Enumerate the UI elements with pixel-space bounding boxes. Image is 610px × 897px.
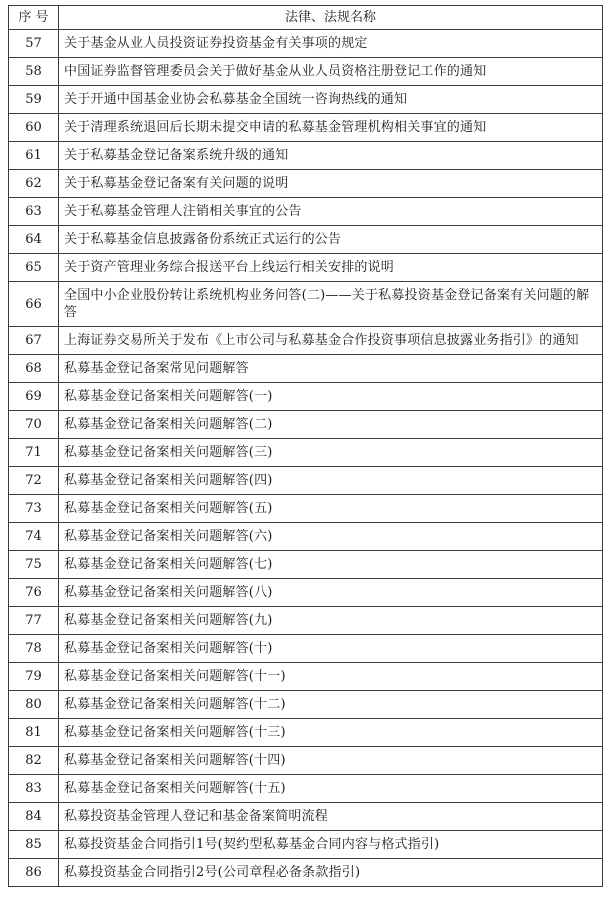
regulation-name: 中国证券监督管理委员会关于做好基金从业人员资格注册登记工作的通知 xyxy=(59,58,603,86)
row-number: 76 xyxy=(9,579,59,607)
row-number: 62 xyxy=(9,170,59,198)
row-number: 71 xyxy=(9,439,59,467)
table-row xyxy=(9,803,603,831)
table-row xyxy=(9,355,603,383)
table-row xyxy=(9,383,603,411)
table-row xyxy=(9,198,603,226)
regulation-name: 关于资产管理业务综合报送平台上线运行相关安排的说明 xyxy=(59,254,603,282)
regulation-name: 关于开通中国基金业协会私募基金全国统一咨询热线的通知 xyxy=(59,86,603,114)
table-row xyxy=(9,691,603,719)
table-row xyxy=(9,607,603,635)
table-row xyxy=(9,859,603,887)
table-header-row xyxy=(9,6,603,30)
table-row xyxy=(9,635,603,663)
row-number: 83 xyxy=(9,775,59,803)
row-number: 59 xyxy=(9,86,59,114)
table-row xyxy=(9,719,603,747)
table-row xyxy=(9,467,603,495)
row-number: 80 xyxy=(9,691,59,719)
table-row xyxy=(9,226,603,254)
row-number: 75 xyxy=(9,551,59,579)
table-row xyxy=(9,282,603,327)
row-number: 61 xyxy=(9,142,59,170)
regulation-name: 关于私募基金登记备案系统升级的通知 xyxy=(59,142,603,170)
table-row xyxy=(9,411,603,439)
regulation-name: 私募基金登记备案相关问题解答(三) xyxy=(59,439,603,467)
row-number: 58 xyxy=(9,58,59,86)
regulation-name: 关于私募基金登记备案有关问题的说明 xyxy=(59,170,603,198)
table-row xyxy=(9,439,603,467)
table-row xyxy=(9,86,603,114)
table-row xyxy=(9,142,603,170)
table-row xyxy=(9,663,603,691)
table-row xyxy=(9,170,603,198)
regulation-name: 私募基金登记备案相关问题解答(十二) xyxy=(59,691,603,719)
row-number: 85 xyxy=(9,831,59,859)
regulation-name: 私募基金登记备案常见问题解答 xyxy=(59,355,603,383)
row-number: 81 xyxy=(9,719,59,747)
row-number: 64 xyxy=(9,226,59,254)
row-number: 66 xyxy=(9,282,59,327)
regulation-name: 关于私募基金信息披露备份系统正式运行的公告 xyxy=(59,226,603,254)
row-number: 57 xyxy=(9,30,59,58)
regulation-name: 私募基金登记备案相关问题解答(六) xyxy=(59,523,603,551)
regulation-name: 私募基金登记备案相关问题解答(九) xyxy=(59,607,603,635)
table-row xyxy=(9,495,603,523)
row-number: 77 xyxy=(9,607,59,635)
regulation-name: 关于清理系统退回后长期未提交申请的私募基金管理机构相关事宜的通知 xyxy=(59,114,603,142)
regulation-name: 上海证券交易所关于发布《上市公司与私募基金合作投资事项信息披露业务指引》的通知 xyxy=(59,327,603,355)
header-number: 序 号 xyxy=(9,6,59,30)
regulation-name: 私募基金登记备案相关问题解答(二) xyxy=(59,411,603,439)
regulation-name: 私募投资基金合同指引2号(公司章程必备条款指引) xyxy=(59,859,603,887)
regulation-name: 私募基金登记备案相关问题解答(四) xyxy=(59,467,603,495)
table-row xyxy=(9,831,603,859)
regulation-name: 私募基金登记备案相关问题解答(八) xyxy=(59,579,603,607)
row-number: 70 xyxy=(9,411,59,439)
row-number: 72 xyxy=(9,467,59,495)
table-body xyxy=(9,30,603,887)
row-number: 82 xyxy=(9,747,59,775)
table-row xyxy=(9,551,603,579)
table-row xyxy=(9,114,603,142)
table-row xyxy=(9,327,603,355)
table-row xyxy=(9,254,603,282)
row-number: 68 xyxy=(9,355,59,383)
regulation-name: 私募投资基金合同指引1号(契约型私募基金合同内容与格式指引) xyxy=(59,831,603,859)
table-row xyxy=(9,747,603,775)
row-number: 69 xyxy=(9,383,59,411)
regulation-name: 关于基金从业人员投资证券投资基金有关事项的规定 xyxy=(59,30,603,58)
regulation-name: 私募基金登记备案相关问题解答(十五) xyxy=(59,775,603,803)
row-number: 60 xyxy=(9,114,59,142)
regulation-name: 私募基金登记备案相关问题解答(十三) xyxy=(59,719,603,747)
table-row xyxy=(9,58,603,86)
regulation-name: 私募投资基金管理人登记和基金备案简明流程 xyxy=(59,803,603,831)
row-number: 86 xyxy=(9,859,59,887)
regulations-table xyxy=(8,5,603,887)
row-number: 67 xyxy=(9,327,59,355)
table-row xyxy=(9,775,603,803)
regulation-name: 私募基金登记备案相关问题解答(一) xyxy=(59,383,603,411)
header-regulation-name: 法律、法规名称 xyxy=(59,6,603,30)
regulation-name: 私募基金登记备案相关问题解答(十) xyxy=(59,635,603,663)
regulation-name: 私募基金登记备案相关问题解答(十一) xyxy=(59,663,603,691)
regulation-name: 关于私募基金管理人注销相关事宜的公告 xyxy=(59,198,603,226)
regulation-name: 私募基金登记备案相关问题解答(十四) xyxy=(59,747,603,775)
row-number: 74 xyxy=(9,523,59,551)
row-number: 78 xyxy=(9,635,59,663)
table-row xyxy=(9,523,603,551)
table-row xyxy=(9,579,603,607)
row-number: 73 xyxy=(9,495,59,523)
regulation-name: 私募基金登记备案相关问题解答(五) xyxy=(59,495,603,523)
row-number: 63 xyxy=(9,198,59,226)
row-number: 65 xyxy=(9,254,59,282)
regulation-name: 全国中小企业股份转让系统机构业务问答(二)——关于私募投资基金登记备案有关问题的解答 xyxy=(59,282,603,327)
regulation-name: 私募基金登记备案相关问题解答(七) xyxy=(59,551,603,579)
row-number: 79 xyxy=(9,663,59,691)
row-number: 84 xyxy=(9,803,59,831)
table-row xyxy=(9,30,603,58)
